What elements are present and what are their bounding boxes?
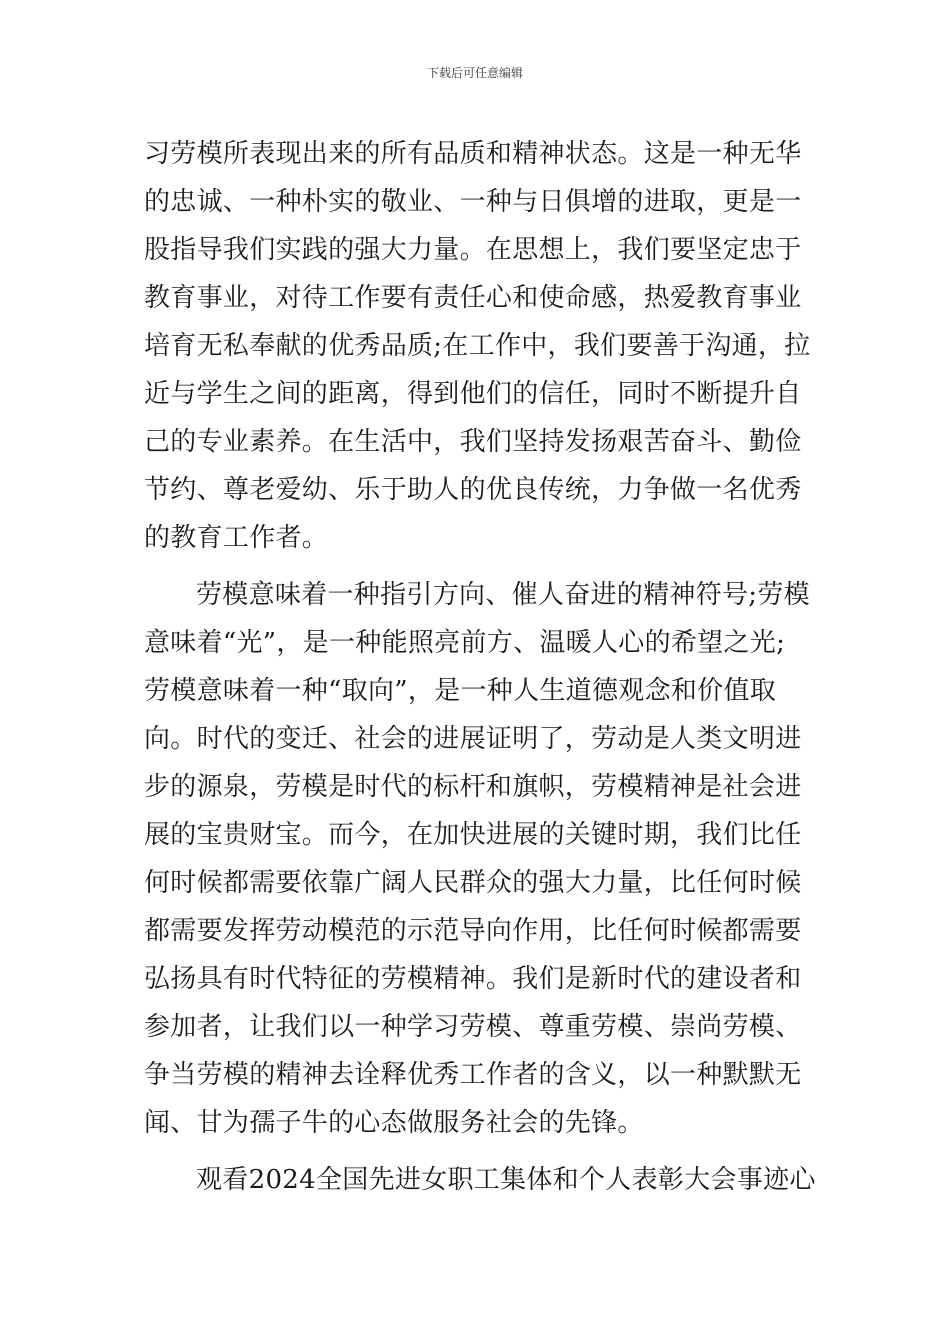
paragraph-2 <box>144 571 814 1147</box>
text-line: 意味着“光”，是一种能照亮前方、温暖人心的希望之光; <box>144 628 786 658</box>
text-line: 向。时代的变迁、社会的进展证明了，劳动是人类文明进 <box>144 724 802 754</box>
text-line: 股指导我们实践的强大力量。在思想上，我们要坚定忠于 <box>144 235 802 265</box>
text-line: 闻、甘为孺子牛的心态做服务社会的先锋。 <box>144 1108 644 1138</box>
document-body <box>144 130 814 1204</box>
text-line: 观看2024全国先进女职工集体和个人表彰大会事迹心 <box>196 1165 816 1195</box>
paragraph-spacer <box>144 1147 814 1156</box>
text-line: 步的源泉，劳模是时代的标杆和旗帜，劳模精神是社会进 <box>144 772 802 802</box>
text-line: 都需要发挥劳动模范的示范导向作用，比任何时候都需要 <box>144 916 802 946</box>
text-line: 劳模意味着一种指引方向、催人奋进的精神符号;劳模 <box>196 580 810 610</box>
text-line: 近与学生之间的距离，得到他们的信任，同时不断提升自 <box>144 379 802 409</box>
text-line: 参加者，让我们以一种学习劳模、尊重劳模、崇尚劳模、 <box>144 1012 802 1042</box>
text-line: 劳模意味着一种“取向”，是一种人生道德观念和价值取 <box>144 676 777 706</box>
text-line: 何时候都需要依靠广阔人民群众的强大力量，比任何时候 <box>144 868 802 898</box>
paragraph-spacer <box>144 562 814 571</box>
text-line: 节约、尊老爱幼、乐于助人的优良传统，力争做一名优秀 <box>144 475 802 505</box>
text-line: 展的宝贵财宝。而今，在加快进展的关键时期，我们比任 <box>144 820 802 850</box>
text-line: 培育无私奉献的优秀品质;在工作中，我们要善于沟通，拉 <box>144 331 811 361</box>
text-line: 习劳模所表现出来的所有品质和精神状态。这是一种无华 <box>144 139 802 169</box>
text-line: 己的专业素养。在生活中，我们坚持发扬艰苦奋斗、勤俭 <box>144 427 802 457</box>
paragraph-3 <box>144 1156 814 1204</box>
text-line: 的忠诚、一种朴实的敬业、一种与日俱增的进取，更是一 <box>144 187 802 217</box>
page-header: 下载后可任意编辑 <box>426 66 523 80</box>
text-line: 教育事业，对待工作要有责任心和使命感，热爱教育事业 <box>144 283 802 313</box>
text-line: 弘扬具有时代特征的劳模精神。我们是新时代的建设者和 <box>144 964 802 994</box>
text-line: 的教育工作者。 <box>144 523 329 553</box>
text-line: 争当劳模的精神去诠释优秀工作者的含义，以一种默默无 <box>144 1060 802 1090</box>
paragraph-1 <box>144 130 814 562</box>
